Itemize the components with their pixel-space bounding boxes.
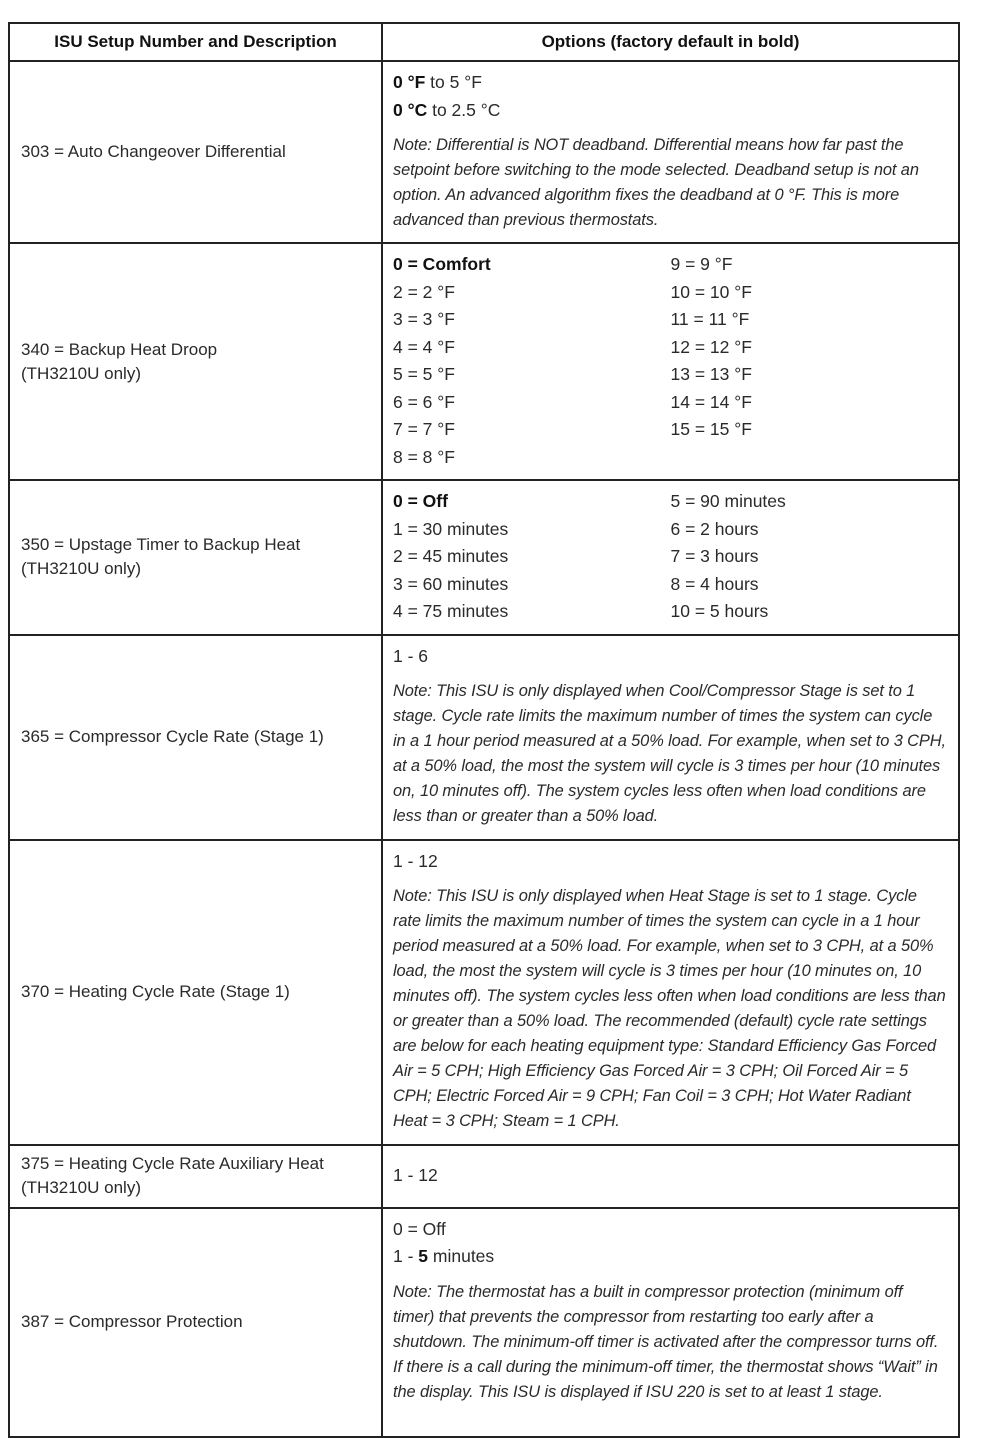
row-370-description	[9, 840, 382, 1145]
option-text: 1 -	[393, 1246, 419, 1266]
option-item: 9 = 9 °F	[670, 254, 733, 274]
option-item: 10 = 5 hours	[670, 601, 769, 621]
option-off: 0 = Off	[393, 1218, 446, 1239]
row-340-model-note: (TH3210U only)	[21, 363, 141, 383]
row-370-label: 370 = Heating Cycle Rate (Stage 1)	[21, 982, 290, 1001]
row-350-label: 350 = Upstage Timer to Backup Heat	[21, 535, 301, 555]
table-row	[9, 1145, 959, 1208]
option-item: 2 = 2 °F	[393, 281, 455, 302]
row-350-options	[382, 480, 959, 635]
option-item: 11 = 11 °F	[670, 309, 750, 329]
options-right-column	[671, 488, 949, 626]
option-range: 1 - 12	[393, 1164, 438, 1185]
option-celsius-range	[393, 97, 948, 125]
table-row	[9, 480, 959, 635]
options-left-column	[393, 488, 671, 626]
table-header-row	[9, 23, 959, 61]
option-item: 3 = 60 minutes	[393, 573, 509, 594]
row-350-description	[9, 480, 382, 635]
header-options: Options (factory default in bold)	[382, 23, 959, 61]
table-row	[9, 243, 959, 480]
option-item: 6 = 6 °F	[393, 391, 455, 412]
row-375-description	[9, 1145, 382, 1208]
option-range: 1 - 12	[393, 850, 438, 871]
table-row	[9, 1208, 959, 1437]
option-item: 12 = 12 °F	[670, 336, 752, 357]
option-item: 5 = 5 °F	[393, 364, 455, 384]
option-item: 3 = 3 °F	[393, 309, 455, 329]
row-365-label: 365 = Compressor Cycle Rate (Stage 1)	[21, 727, 324, 746]
row-387-note: Note: The thermostat has a built in compressor protection (minimum off timer) that prevents the compressor from restarting too early after a shutdown. The minimum-off timer is activated after the compressor turns off. If there is a call during the minimum-off timer, the thermostat shows “Wait” in the display. This ISU is displayed if ISU 220 is set to at least 1 stage.	[393, 1282, 939, 1401]
table-row	[9, 61, 959, 243]
header-setup-number: ISU Setup Number and Description	[9, 23, 382, 61]
row-370-note: Note: This ISU is only displayed when Heat Stage is set to 1 stage. Cycle rate limits the maximum number of times the system can cycle in a 1 hour period measured at a 50% load. For example, when set to 3 CPH, at a 50% load, the most the system will cycle is 3 times per hour (10 minutes on, 10 minutes off). The system cycles less often when load conditions are less than or greater than a 50% load. The recommended (default) cycle rate settings are below for each heating equipment type: Standard Efficiency Gas Forced Air = 5 CPH; High Efficiency Gas Forced Air = 3 CPH; Oil Forced Air = 5 CPH; Electric Forced Air = 9 CPH; Fan Coil = 3 CPH; Hot Water Radiant Heat = 3 CPH; Steam = 1 CPH.	[393, 887, 946, 1130]
option-item: 13 = 13 °F	[670, 364, 752, 384]
option-item: 6 = 2 hours	[670, 518, 759, 539]
row-340-label: 340 = Backup Heat Droop	[21, 339, 218, 359]
option-text: to 2.5 °C	[427, 99, 501, 120]
row-387-description	[9, 1208, 382, 1437]
row-387-label: 387 = Compressor Protection	[21, 1312, 243, 1331]
isu-setup-table	[8, 22, 960, 1438]
option-item: 1 = 30 minutes	[393, 518, 509, 539]
default-value: 0 = Off	[393, 491, 448, 511]
default-value: 0 °F	[393, 72, 426, 92]
option-fahrenheit-range	[393, 69, 948, 97]
option-item: 14 = 14 °F	[670, 391, 752, 412]
row-365-options	[382, 635, 959, 840]
option-item: 7 = 7 °F	[393, 419, 455, 439]
row-387-options	[382, 1208, 959, 1437]
default-value: 0 = Comfort	[393, 254, 491, 274]
default-value: 0 °C	[393, 99, 428, 120]
option-item: 8 = 8 °F	[393, 446, 455, 467]
option-item: 15 = 15 °F	[670, 419, 752, 439]
option-minutes-range	[393, 1243, 948, 1271]
row-365-description	[9, 635, 382, 840]
row-303-options	[382, 61, 959, 243]
options-left-column	[393, 251, 671, 471]
table-row	[9, 635, 959, 840]
row-303-description	[9, 61, 382, 243]
option-item: 2 = 45 minutes	[393, 546, 509, 566]
options-columns	[393, 488, 948, 626]
row-370-options	[382, 840, 959, 1145]
option-text: to 5 °F	[425, 72, 482, 92]
option-item: 5 = 90 minutes	[670, 491, 786, 511]
option-item: 8 = 4 hours	[670, 573, 759, 594]
table-row	[9, 840, 959, 1145]
option-item	[393, 488, 671, 516]
option-item: 10 = 10 °F	[670, 281, 752, 302]
row-303-label: 303 = Auto Changeover Differential	[21, 142, 286, 161]
default-value: 5	[418, 1246, 429, 1266]
row-340-options	[382, 243, 959, 480]
row-375-model-note: (TH3210U only)	[21, 1178, 141, 1197]
row-365-note: Note: This ISU is only displayed when Cool/Compressor Stage is set to 1 stage. Cycle rate limits the maximum number of times the system can cycle in a 1 hour period measured at a 50% load. For example, when set to 3 CPH, at a 50% load, the most the system will cycle is 3 times per hour (10 minutes on, 10 minutes off). The system cycles less often when load conditions are less than or greater than a 50% load.	[393, 682, 946, 825]
option-item	[393, 251, 671, 279]
row-375-options	[382, 1145, 959, 1208]
options-right-column	[671, 251, 949, 471]
options-columns	[393, 251, 948, 471]
option-item: 4 = 75 minutes	[393, 601, 509, 621]
row-375-label: 375 = Heating Cycle Rate Auxiliary Heat	[21, 1154, 324, 1173]
row-340-description	[9, 243, 382, 480]
option-text: minutes	[428, 1246, 495, 1266]
option-item: 4 = 4 °F	[393, 336, 455, 357]
option-range: 1 - 6	[393, 645, 429, 666]
row-303-note: Note: Differential is NOT deadband. Differential means how far past the setpoint before switching to the mode selected. Deadband setup is not an option. An advanced algorithm fixes the deadband at 0 °F. This is more advanced than previous thermostats.	[393, 136, 919, 229]
option-item: 7 = 3 hours	[670, 546, 759, 566]
row-350-model-note: (TH3210U only)	[21, 559, 141, 579]
